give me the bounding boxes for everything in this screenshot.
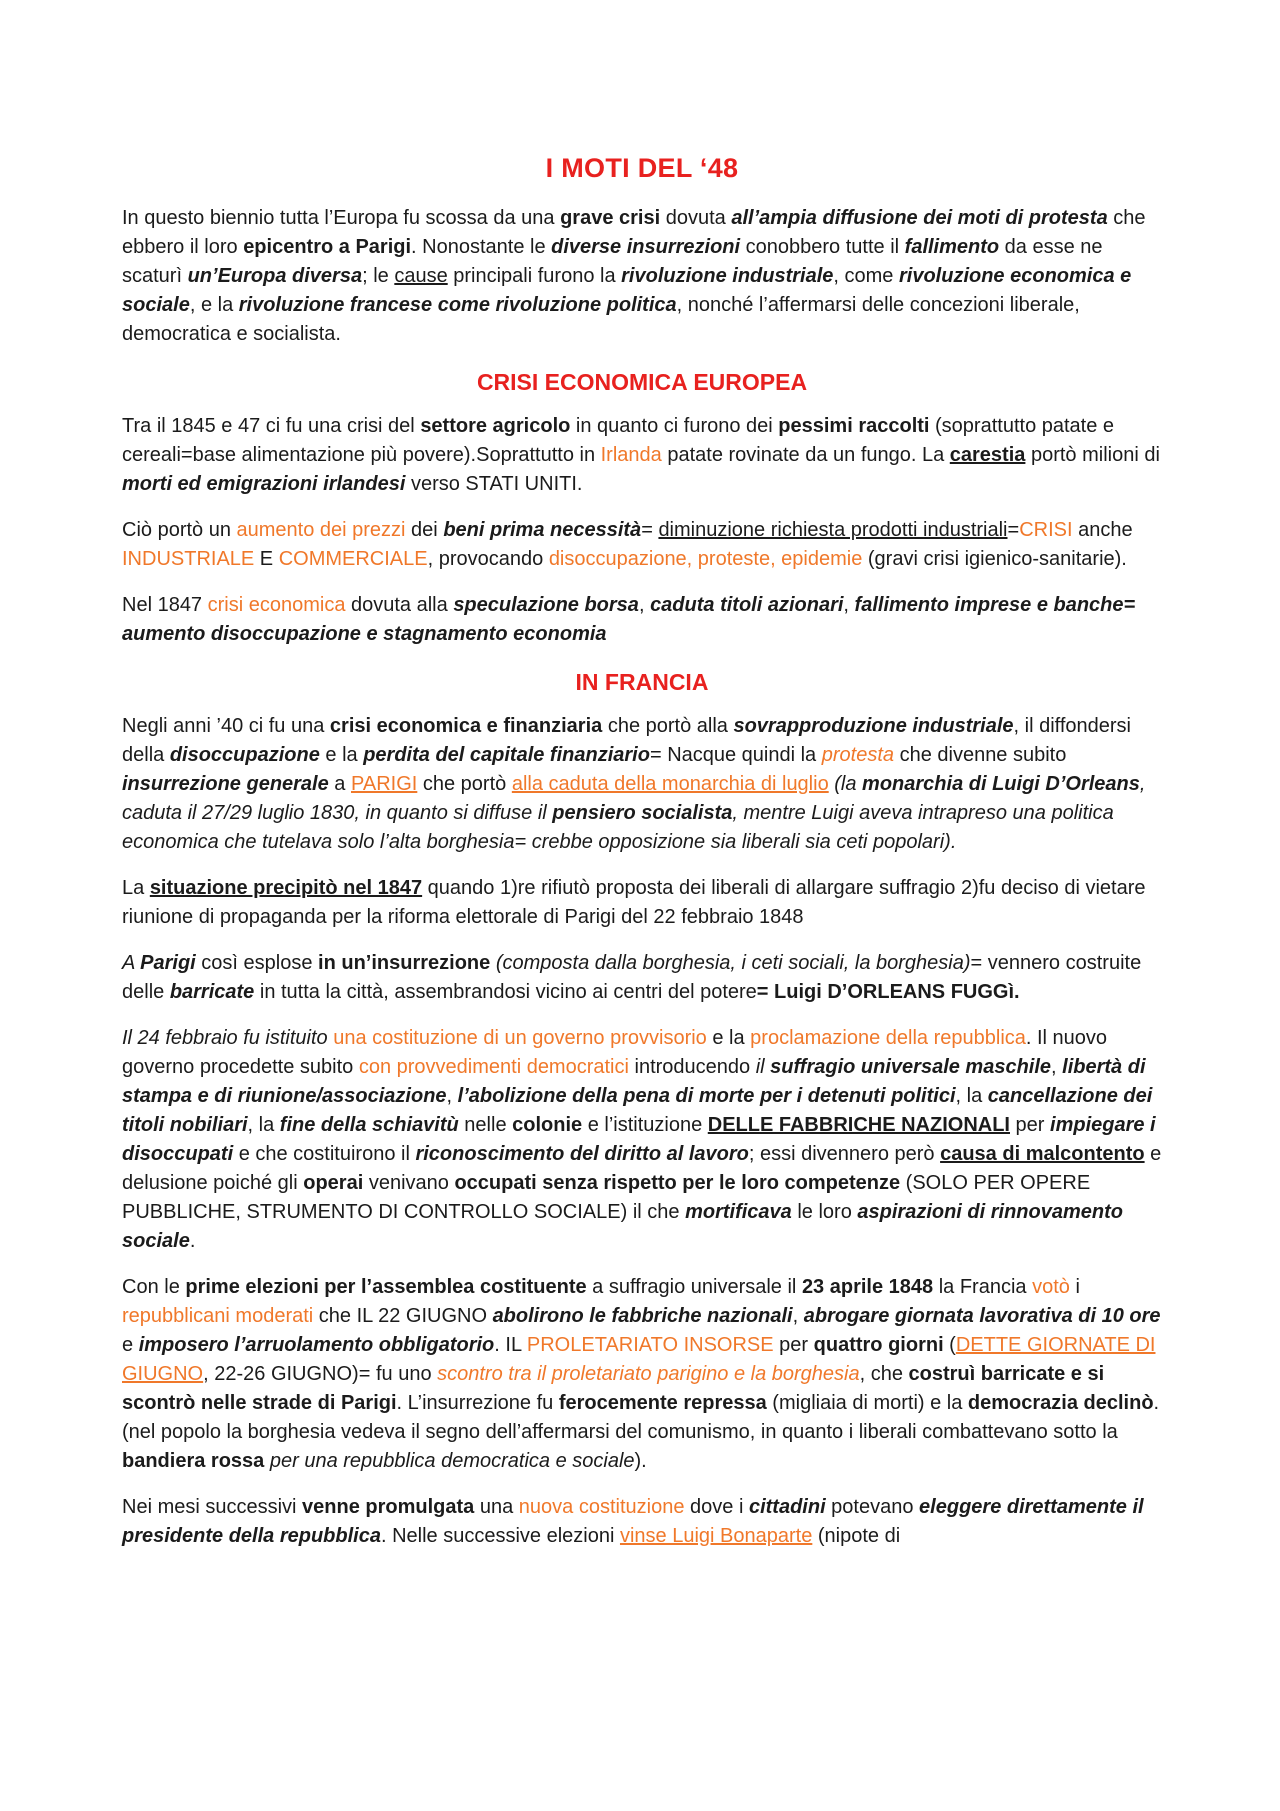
text-run: , provocando xyxy=(427,548,549,570)
text-run: per xyxy=(773,1334,814,1356)
text-run: operai xyxy=(303,1172,364,1194)
text-run: votò xyxy=(1032,1276,1070,1298)
text-run: = Nacque quindi la xyxy=(649,744,822,766)
text-run: In questo biennio tutta l’Europa fu scossa da una xyxy=(122,207,561,229)
paragraph xyxy=(122,712,1162,857)
text-run: occupati senza rispetto per le loro competenze xyxy=(454,1172,901,1194)
text-run: situazione precipitò nel 1847 xyxy=(149,877,423,899)
text-run: causa di malcontento xyxy=(940,1143,1145,1165)
text-run: aspirazioni di rinnovamento sociale xyxy=(122,1201,1123,1252)
text-run: quattro giorni xyxy=(813,1334,944,1356)
text-run: così esplose xyxy=(195,952,319,974)
text-run: A xyxy=(122,952,141,974)
text-run: insurrezione generale xyxy=(122,773,329,795)
text-run: (migliaia di morti) e la xyxy=(766,1392,968,1414)
text-run: beni prima necessità xyxy=(443,519,642,541)
text-run: DETTE GIORNATE DI GIUGNO xyxy=(122,1334,1156,1385)
text-run: (soprattutto patate e cereali=base alimentazione più povere).Soprattutto in xyxy=(122,415,1115,466)
text-run: anche xyxy=(1072,519,1133,541)
text-run: in un’insurrezione xyxy=(318,952,491,974)
text-run: Irlanda xyxy=(600,444,662,466)
text-run: venivano xyxy=(363,1172,455,1194)
document-body xyxy=(122,150,1162,1568)
text-run: per xyxy=(1009,1114,1051,1136)
text-run: cause xyxy=(394,265,448,287)
text-run: colonie xyxy=(512,1114,583,1136)
text-run: , xyxy=(1051,1056,1063,1078)
text-run: , la xyxy=(955,1085,988,1107)
text-run: diminuzione richiesta prodotti industriali xyxy=(658,519,1008,541)
text-run: ; le xyxy=(362,265,395,287)
text-run: pensiero socialista xyxy=(552,802,733,824)
text-run: = xyxy=(1007,519,1020,541)
paragraph xyxy=(122,516,1162,574)
document-content xyxy=(122,204,1162,1551)
paragraph xyxy=(122,412,1162,499)
text-run: e l’istituzione xyxy=(582,1114,708,1136)
text-run: eleggere direttamente il presidente della repubblica xyxy=(122,1496,1144,1547)
text-run: cancellazione dei titoli nobiliari xyxy=(122,1085,1153,1136)
section-heading: CRISI ECONOMICA EUROPEA xyxy=(476,369,808,395)
text-run: crisi economica xyxy=(207,594,346,616)
text-run: INDUSTRIALE xyxy=(122,548,255,570)
text-run: crisi economica e finanziaria xyxy=(329,715,603,737)
paragraph xyxy=(122,591,1162,649)
text-run: 23 aprile 1848 xyxy=(801,1276,934,1298)
text-run: COMMERCIALE xyxy=(278,548,428,570)
text-run: che portò alla xyxy=(602,715,734,737)
text-run: potevano xyxy=(825,1496,920,1518)
text-run: suffragio universale maschile xyxy=(770,1056,1052,1078)
text-run: . Nelle successive elezioni xyxy=(380,1525,620,1547)
text-run: PARIGI xyxy=(351,773,418,795)
text-run: , xyxy=(792,1305,804,1327)
text-run: democrazia declinò xyxy=(967,1392,1154,1414)
text-run: Il 24 febbraio fu istituito xyxy=(122,1027,334,1049)
text-run: = vennero costruite delle xyxy=(122,952,1142,1003)
text-run: perdita del capitale finanziario xyxy=(363,744,650,766)
text-run: e la xyxy=(319,744,364,766)
text-run: che divenne subito xyxy=(894,744,1067,766)
text-run: proclamazione della repubblica xyxy=(750,1027,1026,1049)
text-run: E xyxy=(254,548,279,570)
text-run: Tra il 1845 e 47 ci fu una crisi del xyxy=(122,415,421,437)
text-run: che portò xyxy=(417,773,512,795)
text-run: Con le xyxy=(122,1276,186,1298)
text-run: l’abolizione della pena di morte per i detenuti politici xyxy=(457,1085,956,1107)
text-run: epicentro a Parigi xyxy=(243,236,412,258)
text-run: pessimi raccolti xyxy=(778,415,930,437)
text-run: sovrapproduzione industriale xyxy=(733,715,1014,737)
text-run: in tutta la città, assembrandosi vicino ai centri del potere xyxy=(254,981,757,1003)
text-run: , come xyxy=(833,265,899,287)
paragraph xyxy=(122,874,1162,932)
text-run: Nel 1847 xyxy=(122,594,208,616)
text-run: un’Europa diversa xyxy=(187,265,363,287)
document-title: I MOTI DEL ‘48 xyxy=(545,153,739,183)
text-run: . L’insurrezione fu xyxy=(396,1392,559,1414)
text-run: principali furono la xyxy=(447,265,622,287)
text-run: a suffragio universale il xyxy=(586,1276,802,1298)
text-run: . IL xyxy=(494,1334,527,1356)
text-run: CRISI xyxy=(1019,519,1073,541)
text-run: . Il nuovo governo procedette subito xyxy=(122,1027,1108,1078)
text-run: quando 1)re rifiutò proposta dei liberali di allargare suffragio 2)fu deciso di vietare riunione di propaganda per la riforma elettorale di Parigi del 22 febbraio 1848 xyxy=(122,877,1146,928)
text-run: speculazione borsa xyxy=(453,594,639,616)
text-run: (gravi crisi igienico-sanitarie). xyxy=(862,548,1127,570)
text-run: , che xyxy=(859,1363,909,1385)
paragraph xyxy=(122,949,1162,1007)
text-run: rivoluzione francese come rivoluzione politica xyxy=(238,294,677,316)
text-run: , 22-26 GIUGNO)= fu uno xyxy=(203,1363,438,1385)
text-run: all’ampia diffusione dei moti di protesta xyxy=(731,207,1108,229)
text-run: Parigi xyxy=(140,952,196,974)
text-run: i xyxy=(1069,1276,1080,1298)
text-run: che ebbero il loro xyxy=(122,207,1146,258)
text-run: rivoluzione industriale xyxy=(621,265,834,287)
text-run: rivoluzione economica e sociale xyxy=(122,265,1132,316)
text-run: settore agricolo xyxy=(420,415,571,437)
text-run: dei xyxy=(405,519,444,541)
text-run: protesta xyxy=(821,744,895,766)
text-run: verso STATI UNITI. xyxy=(405,473,583,495)
text-run: fallimento imprese e banche= aumento disoccupazione e stagnamento economia xyxy=(122,594,1136,645)
text-run: patate rovinate da un fungo. La xyxy=(661,444,950,466)
paragraph xyxy=(122,1024,1162,1256)
text-run: una costituzione di un governo provvisorio xyxy=(333,1027,707,1049)
text-run: morti ed emigrazioni irlandesi xyxy=(122,473,406,495)
text-run: Negli anni ’40 ci fu una xyxy=(122,715,330,737)
text-run: . Nonostante le xyxy=(411,236,552,258)
text-run: riconoscimento del diritto al lavoro xyxy=(415,1143,749,1165)
text-run: grave crisi xyxy=(560,207,661,229)
text-run: venne promulgata xyxy=(302,1496,475,1518)
text-run: le loro xyxy=(791,1201,858,1223)
text-run: per una repubblica democratica e sociale xyxy=(264,1450,635,1472)
text-run: , il diffondersi della xyxy=(122,715,1131,766)
text-run: carestia xyxy=(949,444,1026,466)
text-run: in quanto ci furono dei xyxy=(570,415,779,437)
text-run: dove i xyxy=(684,1496,749,1518)
text-run: abrogare giornata lavorativa di 10 ore xyxy=(803,1305,1161,1327)
text-run: . xyxy=(189,1230,196,1252)
text-run: , xyxy=(638,594,651,616)
paragraph xyxy=(122,1493,1162,1551)
text-run: , xyxy=(446,1085,458,1107)
text-run: e che costituirono il xyxy=(233,1143,416,1165)
text-run: dovuta alla xyxy=(345,594,454,616)
text-run: diverse insurrezioni xyxy=(551,236,741,258)
text-run: cittadini xyxy=(748,1496,826,1518)
paragraph xyxy=(122,1273,1162,1476)
text-run: La xyxy=(122,877,150,899)
text-run: aumento dei prezzi xyxy=(236,519,406,541)
text-run: abolirono le fabbriche nazionali xyxy=(492,1305,793,1327)
text-run: (composta dalla borghesia, i ceti sociali, la borghesia) xyxy=(490,952,971,974)
text-run: repubblicani moderati xyxy=(122,1305,314,1327)
text-run: costruì barricate e si scontrò nelle strade di Parigi xyxy=(122,1363,1105,1414)
text-run: fallimento xyxy=(904,236,1000,258)
text-run: fine della schiavitù xyxy=(279,1114,459,1136)
text-run: mortificava xyxy=(685,1201,792,1223)
text-run: , nonché l’affermarsi delle concezioni liberale, democratica e socialista. xyxy=(122,294,1080,345)
text-run: e xyxy=(122,1334,139,1356)
text-run: PROLETARIATO INSORSE xyxy=(526,1334,774,1356)
text-run: disoccupazione xyxy=(169,744,320,766)
text-run: , caduta il 27/29 luglio 1830, in quanto si diffuse il xyxy=(122,773,1146,824)
text-run: da esse ne scaturì xyxy=(122,236,1103,287)
text-run: ). xyxy=(634,1450,647,1472)
text-run: Ciò portò un xyxy=(122,519,237,541)
text-run: alla caduta della monarchia di luglio xyxy=(511,773,829,795)
text-run: e la xyxy=(706,1027,751,1049)
text-run: = xyxy=(641,519,659,541)
text-run: bandiera rossa xyxy=(122,1450,265,1472)
text-run: introducendo xyxy=(628,1056,756,1078)
text-run: nelle xyxy=(458,1114,513,1136)
text-run: (la xyxy=(828,773,863,795)
text-run: . (nel popolo la borghesia vedeva il segno dell’affermarsi del comunismo, in quanto i liberali combattevano sotto la xyxy=(122,1392,1160,1443)
text-run: DELLE FABBRICHE NAZIONALI xyxy=(707,1114,1010,1136)
text-run: (nipote di xyxy=(812,1525,901,1547)
text-run: vinse Luigi Bonaparte xyxy=(619,1525,813,1547)
text-run: dovuta xyxy=(660,207,732,229)
text-run: , la xyxy=(247,1114,280,1136)
text-run: prime elezioni per l’assemblea costituente xyxy=(185,1276,587,1298)
text-run: una xyxy=(474,1496,519,1518)
text-run: con provvedimenti democratici xyxy=(358,1056,629,1078)
text-run: barricate xyxy=(169,981,255,1003)
text-run: , xyxy=(843,594,855,616)
text-run: disoccupazione, proteste, epidemie xyxy=(548,548,863,570)
text-run: monarchia di Luigi D’Orleans xyxy=(862,773,1140,795)
text-run: scontro tra il proletariato parigino e la borghesia xyxy=(437,1363,860,1385)
section-heading: IN FRANCIA xyxy=(575,669,709,695)
text-run: libertà di stampa e di riunione/associazione xyxy=(122,1056,1146,1107)
text-run: , mentre Luigi aveva intrapreso una politica economica che tutelava solo l’alta borghesia= crebbe opposizione sia liberali sia ceti popolari). xyxy=(122,802,1114,853)
text-run: = Luigi D’ORLEANS FUGGì. xyxy=(756,981,1020,1003)
text-run: ; essi divennero però xyxy=(748,1143,941,1165)
text-run: , e la xyxy=(189,294,239,316)
text-run: che IL 22 GIUGNO xyxy=(313,1305,493,1327)
text-run: imposero l’arruolamento obbligatorio xyxy=(138,1334,495,1356)
text-run: (SOLO PER OPERE PUBBLICHE, STRUMENTO DI CONTROLLO SOCIALE) il che xyxy=(122,1172,1091,1223)
text-run: portò milioni di xyxy=(1025,444,1160,466)
text-run: ( xyxy=(943,1334,956,1356)
text-run: ferocemente repressa xyxy=(558,1392,767,1414)
text-run: a xyxy=(328,773,351,795)
paragraph xyxy=(122,204,1162,349)
text-run: il xyxy=(755,1056,765,1078)
text-run: la Francia xyxy=(933,1276,1033,1298)
text-run: impiegare i disoccupati xyxy=(122,1114,1156,1165)
text-run: nuova costituzione xyxy=(518,1496,685,1518)
text-run: Nei mesi successivi xyxy=(122,1496,303,1518)
text-run: caduta titoli azionari xyxy=(650,594,844,616)
text-run: e delusione poiché gli xyxy=(122,1143,1162,1194)
text-run: conobbero tutte il xyxy=(740,236,905,258)
